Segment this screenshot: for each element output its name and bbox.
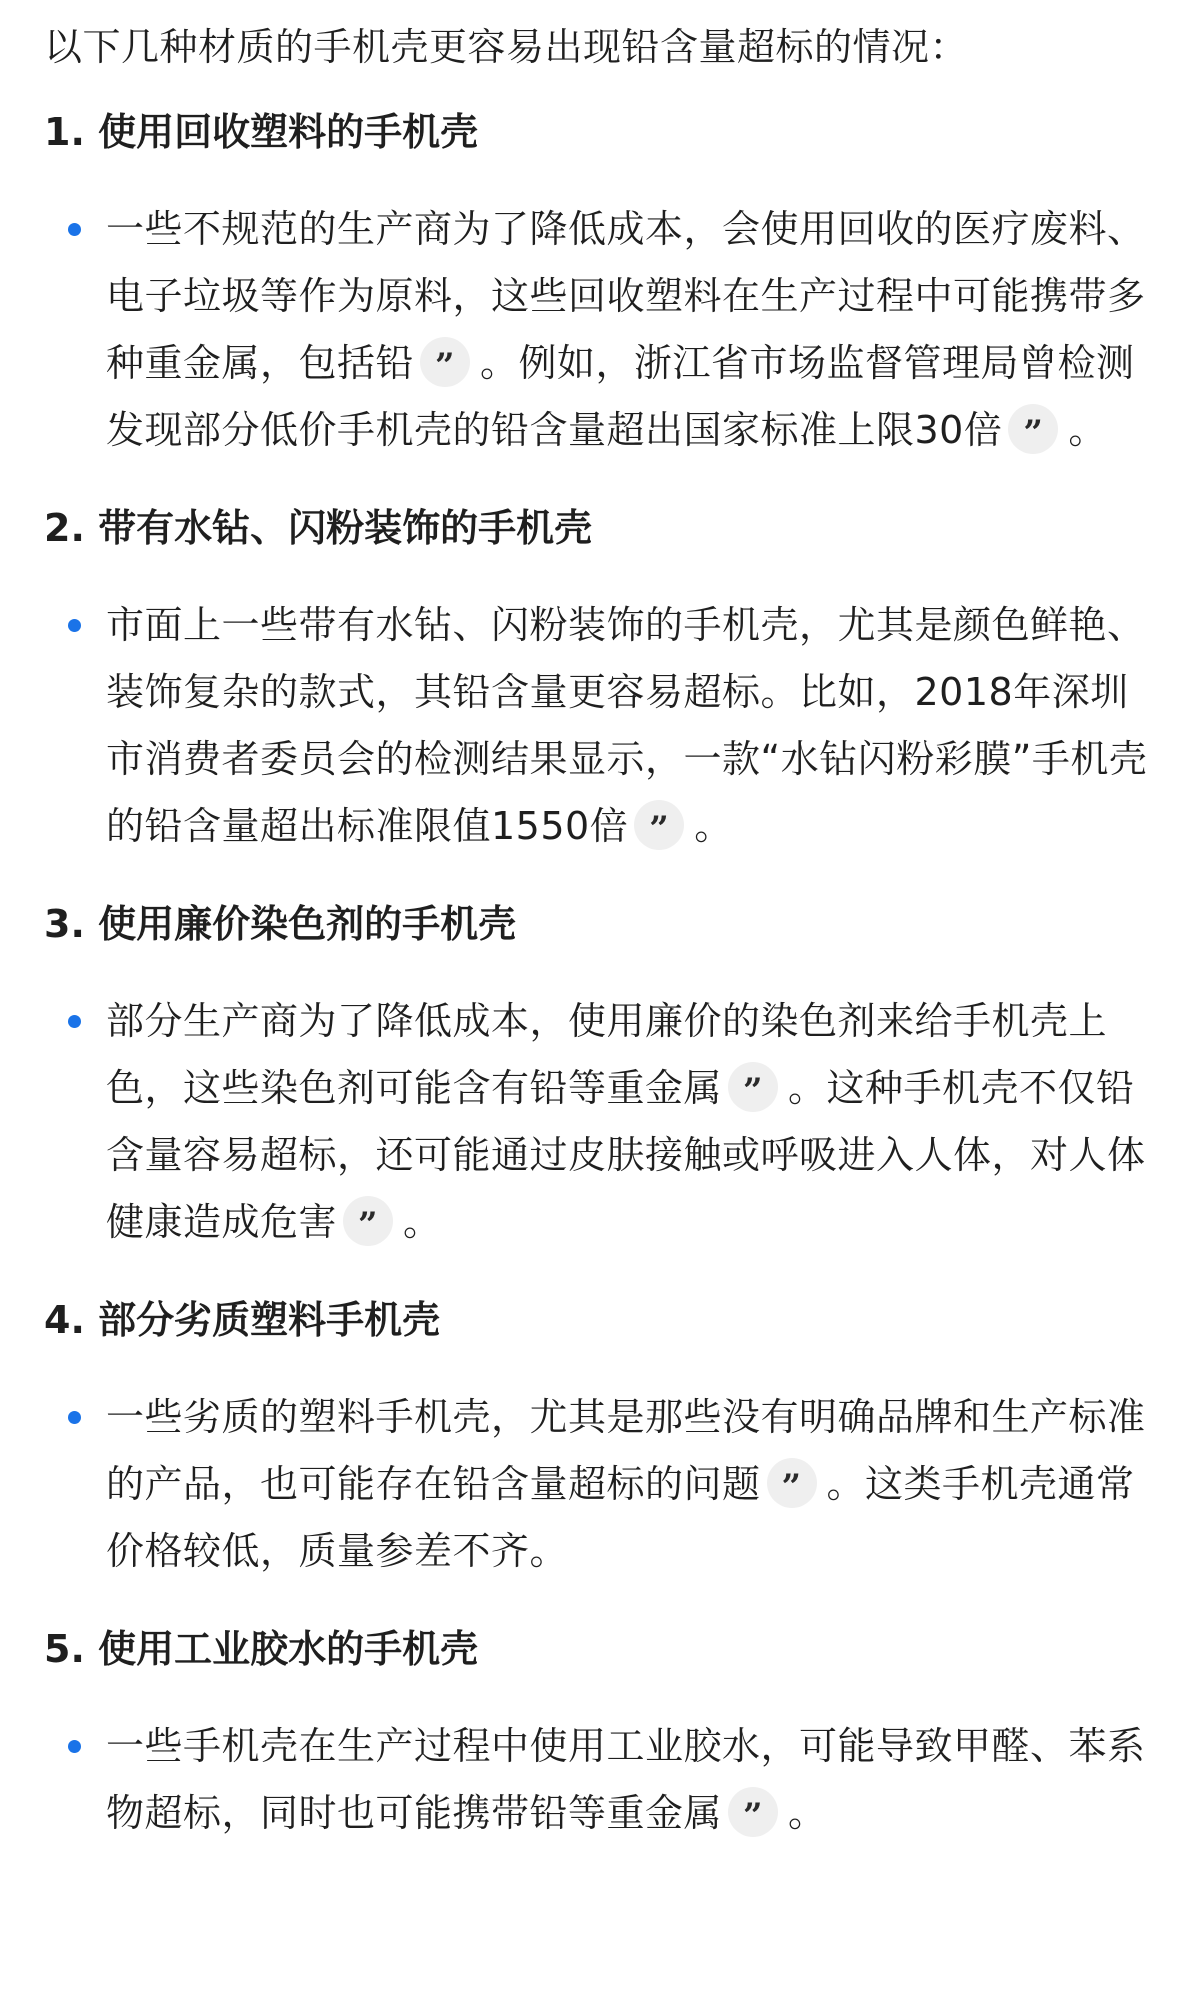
sections-container xyxy=(44,104,1156,1847)
bullet-text-segment: 。 xyxy=(694,804,733,848)
section-title: 5. 使用工业胶水的手机壳 xyxy=(44,1627,479,1671)
bullet-list xyxy=(44,592,1156,860)
quote-icon[interactable] xyxy=(343,1196,393,1246)
quote-icon[interactable] xyxy=(420,337,470,387)
bullet-dot-icon xyxy=(68,1015,81,1028)
bullet-text-segment: 一些不规范的生产商为了降低成本，会使用回收的医疗废料、电子垃圾等作为原料，这些回收塑料在生产过程中可能携带多种重金属，包括铅 xyxy=(106,207,1146,385)
quote-glyph: ” xyxy=(649,808,670,849)
bullet-text-segment: 。 xyxy=(788,1791,827,1835)
bullet-text-segment: 市面上一些带有水钻、闪粉装饰的手机壳，尤其是颜色鲜艳、装饰复杂的款式，其铅含量更容易超标。比如，2018年深圳市消费者委员会的检测结果显示，一款“水钻闪粉彩膜”手机壳的铅含量超出标准限值1550倍 xyxy=(106,603,1148,848)
bullet-text-segment: 一些手机壳在生产过程中使用工业胶水，可能导致甲醛、苯系物超标，同时也可能携带铅等重金属 xyxy=(106,1724,1146,1835)
bullet-item xyxy=(44,1713,1156,1847)
bullet-list xyxy=(44,1713,1156,1847)
bullet-text-segment: 一些劣质的塑料手机壳，尤其是那些没有明确品牌和生产标准的产品，也可能存在铅含量超标的问题 xyxy=(106,1395,1146,1506)
bullet-list xyxy=(44,1384,1156,1585)
bullet-text-segment: 部分生产商为了降低成本，使用廉价的染色剂来给手机壳上色，这些染色剂可能含有铅等重金属 xyxy=(106,999,1108,1110)
quote-icon[interactable] xyxy=(767,1458,817,1508)
quote-glyph: ” xyxy=(434,345,456,386)
quote-glyph: ” xyxy=(742,1070,764,1111)
bullet-dot-icon xyxy=(68,223,81,236)
bullet-text-segment: 。这种手机壳不仅铅含量容易超标，还可能通过皮肤接触或呼吸进入人体，对人体健康造成危害 xyxy=(106,1066,1146,1244)
quote-glyph: ” xyxy=(357,1204,379,1245)
quote-glyph: ” xyxy=(742,1795,764,1836)
bullet-text-segment: 。 xyxy=(1068,408,1107,452)
bullet-list xyxy=(44,196,1156,464)
quote-glyph: ” xyxy=(1023,412,1044,453)
quote-icon[interactable] xyxy=(728,1787,778,1837)
quote-glyph: ” xyxy=(781,1466,802,1507)
bullet-item xyxy=(44,1384,1156,1585)
intro-text: 以下几种材质的手机壳更容易出现铅含量超标的情况： xyxy=(44,25,969,69)
section-title: 4. 部分劣质塑料手机壳 xyxy=(44,1298,441,1342)
bullet-text-segment: 。 xyxy=(403,1200,442,1244)
bullet-dot-icon xyxy=(68,1740,81,1753)
bullet-text-segment: 。这类手机壳通常价格较低，质量参差不齐。 xyxy=(106,1462,1135,1573)
section-title: 3. 使用廉价染色剂的手机壳 xyxy=(44,902,517,946)
bullet-item xyxy=(44,592,1156,860)
section-title: 2. 带有水钻、闪粉装饰的手机壳 xyxy=(44,506,593,550)
bullet-dot-icon xyxy=(68,619,81,632)
bullet-item xyxy=(44,988,1156,1256)
bullet-list xyxy=(44,988,1156,1256)
quote-icon[interactable] xyxy=(634,800,684,850)
bullet-text-segment: 。例如，浙江省市场监督管理局曾检测发现部分低价手机壳的铅含量超出国家标准上限30倍 xyxy=(106,341,1135,452)
quote-icon[interactable] xyxy=(728,1062,778,1112)
bullet-item xyxy=(44,196,1156,464)
bullet-dot-icon xyxy=(68,1411,81,1424)
quote-icon[interactable] xyxy=(1008,404,1058,454)
section-title: 1. 使用回收塑料的手机壳 xyxy=(44,110,479,154)
